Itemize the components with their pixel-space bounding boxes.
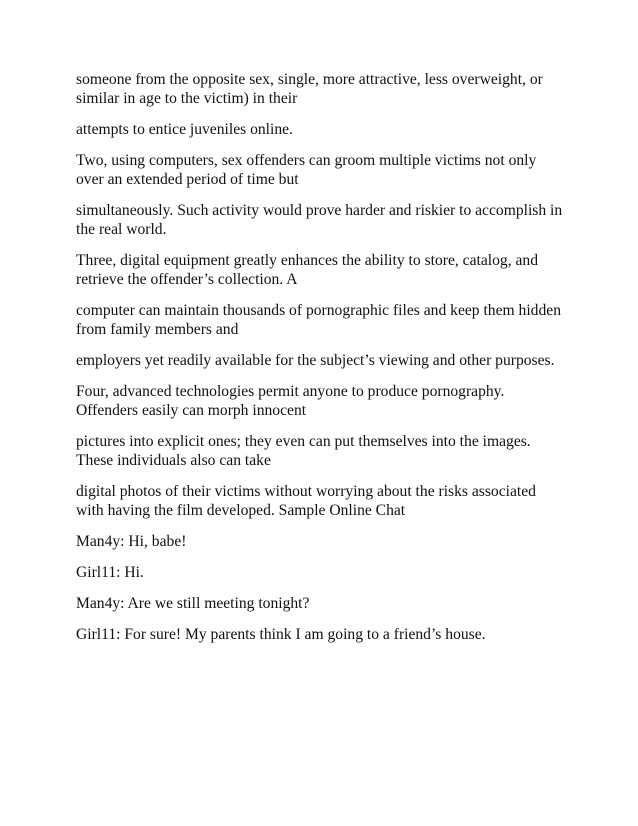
paragraph: digital photos of their victims without worrying about the risks associated with having the film developed. Sample Online Chat (76, 483, 536, 519)
document-page (76, 70, 566, 656)
paragraph: simultaneously. Such activity would prove harder and riskier to accomplish in the real world. (76, 202, 563, 238)
chat-line: Man4y: Are we still meeting tonight? (76, 595, 310, 612)
paragraph: someone from the opposite sex, single, more attractive, less overweight, or similar in age to the victim) in their (76, 71, 543, 107)
chat-line: Girl11: Hi. (76, 564, 144, 581)
paragraph: Four, advanced technologies permit anyone to produce pornography. Offenders easily can morph innocent (76, 383, 505, 419)
paragraph: attempts to entice juveniles online. (76, 121, 293, 138)
chat-line: Man4y: Hi, babe! (76, 533, 187, 550)
paragraph: Three, digital equipment greatly enhances the ability to store, catalog, and retrieve the offender’s collection. A (76, 252, 539, 288)
paragraph: Two, using computers, sex offenders can groom multiple victims not only over an extended period of time but (76, 152, 537, 188)
paragraph: pictures into explicit ones; they even can put themselves into the images. These individuals also can take (76, 433, 531, 469)
paragraph: employers yet readily available for the subject’s viewing and other purposes. (76, 352, 555, 369)
paragraph: computer can maintain thousands of pornographic files and keep them hidden from family members and (76, 302, 561, 338)
chat-line: Girl11: For sure! My parents think I am going to a friend’s house. (76, 626, 486, 643)
